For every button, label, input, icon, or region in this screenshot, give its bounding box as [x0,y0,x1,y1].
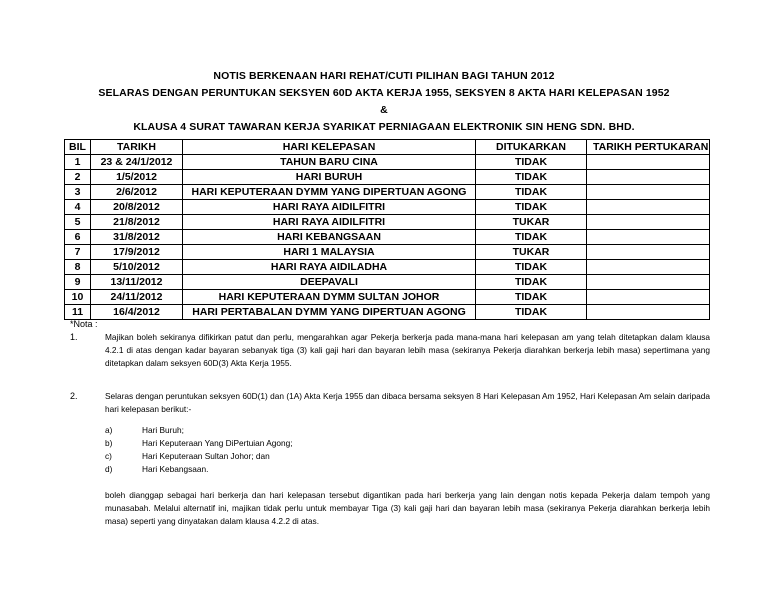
table-row [65,170,710,185]
cell-hari: HARI RAYA AIDILFITRI [183,215,476,230]
document-header [0,68,768,136]
note-2-closing: boleh dianggap sebagai hari berkerja dan hari kelepasan tersebut digantikan pada hari berkerja yang lain dengan notis kepada Pekerja dalam tempoh yang munasabah. Melalui alternatif ini, majikan tidak perlu untuk membayar Tiga (3) kali gaji hari dan bayaran lebih masa (sekiranya Pekerja diarahkan berkerja lebih masa) seperti yang dinyatakan dalam klausa 4.2.2 di atas. [105,490,710,526]
cell-tarikh: 1/5/2012 [91,170,183,185]
header-ampersand: & [380,104,388,116]
cell-hari: HARI KEBANGSAAN [183,230,476,245]
cell-tarikh: 20/8/2012 [91,200,183,215]
cell-hari: TAHUN BARU CINA [183,155,476,170]
cell-bil: 9 [65,275,91,290]
cell-ditukarkan: TIDAK [476,290,587,305]
cell-ditukarkan: TIDAK [476,185,587,200]
cell-bil: 8 [65,260,91,275]
note-number: 2. [70,391,78,401]
table-row [65,215,710,230]
cell-bil: 3 [65,185,91,200]
cell-bil: 5 [65,215,91,230]
cell-tarikh-pertukaran [587,215,710,230]
cell-ditukarkan: TIDAK [476,230,587,245]
holiday-table [64,139,710,320]
note-text: Selaras dengan peruntukan seksyen 60D(1) dan (1A) Akta Kerja 1955 dan dibaca bersama seksyen 8 Hari Kelepasan Am 1952, Hari Kelepasan Am selain daripada hari kelepasan berikut:- [105,391,710,414]
cell-tarikh-pertukaran [587,260,710,275]
note-2 [70,390,710,416]
table-row [65,260,710,275]
cell-bil: 1 [65,155,91,170]
table-row [65,245,710,260]
cell-bil: 6 [65,230,91,245]
list-item-text: Hari Kebangsaan. [142,464,209,474]
note-text: Majikan boleh sekiranya difikirkan patut dan perlu, mengarahkan agar Pekerja berkerja pada mana-mana hari kelepasan am yang telah ditetapkan dalam klausa 4.2.1 di atas dengan kadar bayaran sebanyak tiga (3) kali gaji hari dan bayaran lebih masa (sekiranya Pekerja diarahkan berkerja lebih masa) sepertimana yang ditetapkan dalam seksyen 60D(3) Akta Kerja 1955. [105,332,710,368]
list-item-letter: d) [105,464,113,474]
list-item-letter: c) [105,451,112,461]
column-header-tarikh: TARIKH [91,140,183,155]
cell-hari: DEEPAVALI [183,275,476,290]
cell-tarikh: 2/6/2012 [91,185,183,200]
cell-hari: HARI KEPUTERAAN DYMM SULTAN JOHOR [183,290,476,305]
cell-tarikh: 31/8/2012 [91,230,183,245]
list-item-text: Hari Keputeraan Yang DiPertuian Agong; [142,438,293,448]
column-header-bil: BIL [65,140,91,155]
cell-tarikh: 23 & 24/1/2012 [91,155,183,170]
cell-ditukarkan: TIDAK [476,305,587,320]
list-item [70,437,710,450]
cell-tarikh: 16/4/2012 [91,305,183,320]
cell-bil: 10 [65,290,91,305]
list-item-letter: b) [105,438,113,448]
cell-tarikh: 24/11/2012 [91,290,183,305]
cell-tarikh: 5/10/2012 [91,260,183,275]
cell-hari: HARI RAYA AIDILADHA [183,260,476,275]
list-item [70,463,710,476]
table-row [65,290,710,305]
cell-tarikh-pertukaran [587,275,710,290]
note-number: 1. [70,332,78,342]
cell-tarikh-pertukaran [587,245,710,260]
cell-ditukarkan: TUKAR [476,245,587,260]
column-header-tarikh-pertukaran: TARIKH PERTUKARAN [587,140,710,155]
cell-bil: 2 [65,170,91,185]
cell-tarikh-pertukaran [587,200,710,215]
cell-ditukarkan: TIDAK [476,260,587,275]
list-item-text: Hari Buruh; [142,425,184,435]
cell-tarikh-pertukaran [587,155,710,170]
cell-ditukarkan: TIDAK [476,275,587,290]
list-item [70,450,710,463]
cell-ditukarkan: TIDAK [476,170,587,185]
cell-hari: HARI PERTABALAN DYMM YANG DIPERTUAN AGONG [183,305,476,320]
notes-section [70,318,710,528]
cell-ditukarkan: TIDAK [476,155,587,170]
column-header-hari-kelepasan: HARI KELEPASAN [183,140,476,155]
table-row [65,200,710,215]
cell-tarikh-pertukaran [587,230,710,245]
list-item-text: Hari Keputeraan Sultan Johor; dan [142,451,270,461]
notes-heading: *Nota : [70,319,98,329]
cell-tarikh: 17/9/2012 [91,245,183,260]
list-item [70,424,710,437]
table-row [65,185,710,200]
table-header-row [65,140,710,155]
note-1 [70,331,710,370]
table-body [65,155,710,320]
cell-bil: 7 [65,245,91,260]
cell-tarikh: 21/8/2012 [91,215,183,230]
column-header-ditukarkan: DITUKARKAN [476,140,587,155]
cell-bil: 11 [65,305,91,320]
cell-tarikh-pertukaran [587,290,710,305]
cell-hari: HARI KEPUTERAAN DYMM YANG DIPERTUAN AGONG [183,185,476,200]
header-subtitle: SELARAS DENGAN PERUNTUKAN SEKSYEN 60D AKTA KERJA 1955, SEKSYEN 8 AKTA HARI KELEPASAN 1952 [98,87,670,99]
cell-hari: HARI RAYA AIDILFITRI [183,200,476,215]
cell-hari: HARI BURUH [183,170,476,185]
header-title: NOTIS BERKENAAN HARI REHAT/CUTI PILIHAN BAGI TAHUN 2012 [213,70,555,82]
cell-tarikh-pertukaran [587,185,710,200]
table-row [65,275,710,290]
cell-bil: 4 [65,200,91,215]
header-clause: KLAUSA 4 SURAT TAWARAN KERJA SYARIKAT PERNIAGAAN ELEKTRONIK SIN HENG SDN. BHD. [133,121,635,133]
holiday-exception-list [70,424,710,476]
cell-ditukarkan: TIDAK [476,200,587,215]
list-item-letter: a) [105,425,113,435]
cell-tarikh: 13/11/2012 [91,275,183,290]
table-row [65,155,710,170]
cell-hari: HARI 1 MALAYSIA [183,245,476,260]
cell-ditukarkan: TUKAR [476,215,587,230]
cell-tarikh-pertukaran [587,170,710,185]
table-row [65,230,710,245]
